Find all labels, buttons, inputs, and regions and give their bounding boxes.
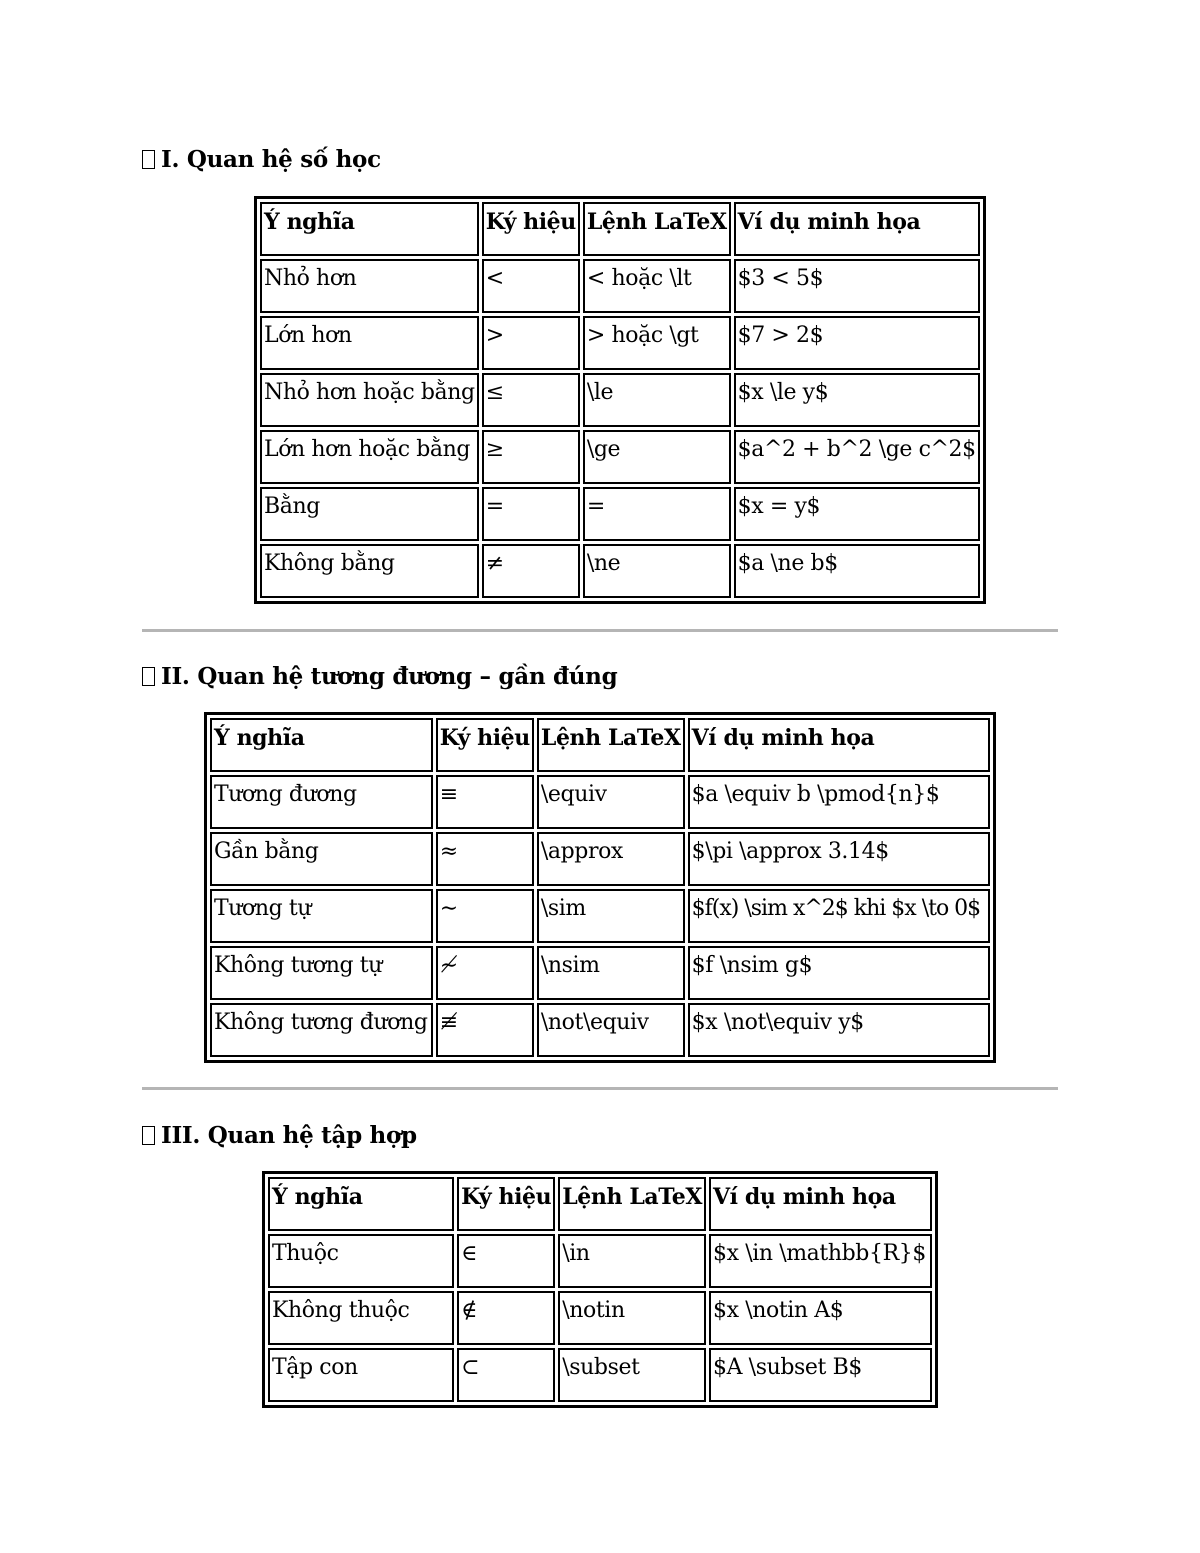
table-header-row <box>268 1177 932 1231</box>
cell-symbol: ≁ <box>436 946 534 1000</box>
cell-latex: \equiv <box>537 775 685 829</box>
header-symbol: Ký hiệu <box>457 1177 555 1231</box>
cell-example: $x \not\equiv y$ <box>688 1003 990 1057</box>
cell-meaning: Tương đương <box>210 775 433 829</box>
header-latex-command: Lệnh LaTeX <box>583 202 731 256</box>
cell-meaning: Gần bằng <box>210 832 433 886</box>
cell-latex: \ne <box>583 544 731 598</box>
cell-symbol: ≢ <box>436 1003 534 1057</box>
missing-glyph-box-icon <box>142 1126 155 1145</box>
cell-symbol: > <box>482 316 580 370</box>
table-row <box>268 1348 932 1402</box>
cell-meaning: Không tương đương <box>210 1003 433 1057</box>
cell-meaning: Tập con <box>268 1348 454 1402</box>
table-row <box>260 373 980 427</box>
header-latex-command: Lệnh LaTeX <box>558 1177 706 1231</box>
cell-example: $f(x) \sim x^2$ khi $x \to 0$ <box>688 889 990 943</box>
section-2-title: II. Quan hệ tương đương – gần đúng <box>161 663 618 690</box>
equivalence-relations-table <box>204 712 996 1063</box>
table-row <box>268 1291 932 1345</box>
cell-symbol: ∼ <box>436 889 534 943</box>
table-row <box>210 889 990 943</box>
cell-symbol: ∉ <box>457 1291 555 1345</box>
table-row <box>268 1234 932 1288</box>
cell-example: $3 < 5$ <box>734 259 980 313</box>
numeric-relations-table <box>254 196 986 604</box>
header-example: Ví dụ minh họa <box>688 718 990 772</box>
table-row <box>260 544 980 598</box>
table-header-row <box>210 718 990 772</box>
cell-example: $x \notin A$ <box>709 1291 932 1345</box>
cell-latex: \in <box>558 1234 706 1288</box>
cell-meaning: Lớn hơn hoặc bằng <box>260 430 479 484</box>
cell-symbol: ≥ <box>482 430 580 484</box>
cell-meaning: Bằng <box>260 487 479 541</box>
cell-latex: \sim <box>537 889 685 943</box>
section-divider <box>142 629 1058 632</box>
cell-meaning: Không tương tự <box>210 946 433 1000</box>
missing-glyph-box-icon <box>142 150 155 169</box>
section-3-title: III. Quan hệ tập hợp <box>161 1122 417 1149</box>
header-symbol: Ký hiệu <box>482 202 580 256</box>
header-meaning: Ý nghĩa <box>260 202 479 256</box>
table-row <box>210 832 990 886</box>
cell-meaning: Không bằng <box>260 544 479 598</box>
section-1-title: I. Quan hệ số học <box>161 146 381 173</box>
table-row <box>210 946 990 1000</box>
header-symbol: Ký hiệu <box>436 718 534 772</box>
header-example: Ví dụ minh họa <box>734 202 980 256</box>
cell-symbol: ≤ <box>482 373 580 427</box>
cell-example: $a^2 + b^2 \ge c^2$ <box>734 430 980 484</box>
cell-symbol: ≡ <box>436 775 534 829</box>
cell-example: $f \nsim g$ <box>688 946 990 1000</box>
cell-meaning: Tương tự <box>210 889 433 943</box>
cell-example: $x \in \mathbb{R}$ <box>709 1234 932 1288</box>
cell-meaning: Nhỏ hơn <box>260 259 479 313</box>
table-row <box>210 775 990 829</box>
table-row <box>260 430 980 484</box>
cell-latex: \nsim <box>537 946 685 1000</box>
cell-meaning: Thuộc <box>268 1234 454 1288</box>
cell-meaning: Lớn hơn <box>260 316 479 370</box>
header-meaning: Ý nghĩa <box>210 718 433 772</box>
header-meaning: Ý nghĩa <box>268 1177 454 1231</box>
cell-latex: \not\equiv <box>537 1003 685 1057</box>
table-row <box>260 487 980 541</box>
header-latex-command: Lệnh LaTeX <box>537 718 685 772</box>
cell-latex: = <box>583 487 731 541</box>
table-row <box>260 316 980 370</box>
cell-example: $x = y$ <box>734 487 980 541</box>
header-example: Ví dụ minh họa <box>709 1177 932 1231</box>
section-1-heading <box>142 146 381 173</box>
cell-latex: \approx <box>537 832 685 886</box>
cell-symbol: ⊂ <box>457 1348 555 1402</box>
cell-example: $7 > 2$ <box>734 316 980 370</box>
cell-symbol: < <box>482 259 580 313</box>
missing-glyph-box-icon <box>142 667 155 686</box>
cell-example: $x \le y$ <box>734 373 980 427</box>
cell-latex: \ge <box>583 430 731 484</box>
table-row <box>260 259 980 313</box>
cell-example: $a \ne b$ <box>734 544 980 598</box>
section-divider <box>142 1087 1058 1090</box>
table-header-row <box>260 202 980 256</box>
section-3-heading <box>142 1122 417 1149</box>
cell-symbol: ∈ <box>457 1234 555 1288</box>
cell-latex: \notin <box>558 1291 706 1345</box>
cell-latex: > hoặc \gt <box>583 316 731 370</box>
cell-symbol: ≠ <box>482 544 580 598</box>
table-row <box>210 1003 990 1057</box>
cell-example: $A \subset B$ <box>709 1348 932 1402</box>
cell-example: $\pi \approx 3.14$ <box>688 832 990 886</box>
cell-symbol: ≈ <box>436 832 534 886</box>
cell-symbol: = <box>482 487 580 541</box>
cell-meaning: Nhỏ hơn hoặc bằng <box>260 373 479 427</box>
cell-example: $a \equiv b \pmod{n}$ <box>688 775 990 829</box>
cell-meaning: Không thuộc <box>268 1291 454 1345</box>
cell-latex: \subset <box>558 1348 706 1402</box>
set-relations-table <box>262 1171 938 1408</box>
section-2-heading <box>142 663 617 690</box>
cell-latex: < hoặc \lt <box>583 259 731 313</box>
cell-latex: \le <box>583 373 731 427</box>
